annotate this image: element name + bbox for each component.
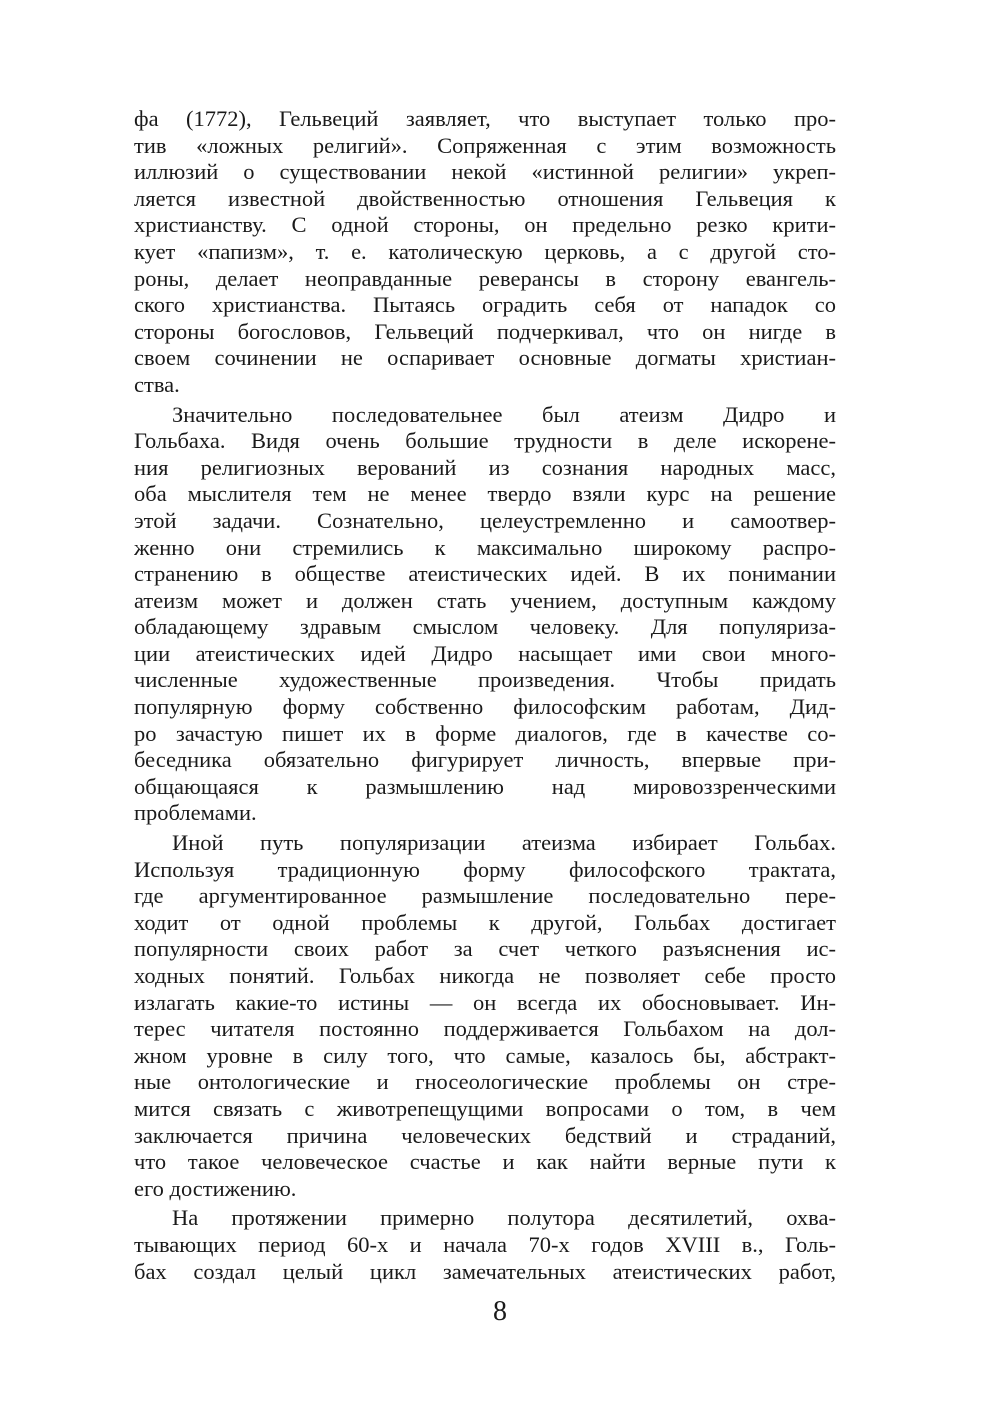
text-line: ства. [134,371,180,397]
text-line: ляется известной двойственностью отношения Гельвеция к [134,185,836,211]
text-line: Гольбаха. Видя очень большие трудности в деле искорене- [134,428,836,454]
text-line: ции атеистических идей Дидро насыщает ими свои много- [134,640,836,666]
text-line: иллюзий о существовании некой «истинной религии» укреп- [134,159,836,185]
text-line: фа (1772), Гельвеций заявляет, что выступает только про- [134,106,836,131]
text-line: что такое человеческое счастье и как найти верные пути к [134,1149,836,1175]
text-line: заключается причина человеческих бедствий и страданий, [134,1122,836,1148]
text-line: ходных понятий. Гольбах никогда не позволяет себе просто [134,963,836,988]
text-line: излагать какие-то истины — он всегда их обосновывает. Ин- [134,989,836,1015]
text-line: ные онтологические и гносеологические проблемы он стре- [134,1069,836,1095]
text-line: На протяжении примерно полутора десятилетий, охва- [172,1205,836,1231]
text-line: жном уровне в силу того, что самые, казалось бы, абстракт- [134,1042,836,1068]
paragraph-3 [134,830,836,1202]
text-line: беседника обязательно фигурирует личность, впервые при- [134,747,836,773]
text-line: христианству. С одной стороны, он предельно резко крити- [134,212,836,238]
text-line: атеизм может и должен стать учением, доступным каждому [134,587,836,613]
text-line: обладающему здравым смыслом человеку. Для популяриза- [134,614,836,640]
paragraph-4 [134,1205,836,1285]
paragraph-2 [134,402,836,828]
text-line: тив «ложных религий». Сопряженная с этим возможность [134,132,836,158]
text-line: ния религиозных верований из сознания народных масс, [134,454,836,480]
page-body [134,106,836,1285]
text-line: ро зачастую пишет их в форме диалогов, где в качестве со- [134,720,836,746]
text-line: оба мыслителя тем не менее твердо взяли курс на решение [134,481,836,507]
text-line: кует «папизм», т. е. католическую церковь, а с другой сто- [134,238,836,264]
text-line: популярности своих работ за счет четкого разъяснения ис- [134,936,836,962]
text-line: роны, делает неоправданные реверансы в сторону евангель- [134,265,836,291]
paragraph-1 [134,106,836,399]
text-line: ского христианства. Пытаясь оградить себя от нападок со [134,292,836,318]
text-line: Используя традиционную форму философского трактата, [134,856,836,882]
text-line: женно они стремились к максимально широкому распро- [134,534,836,560]
text-line: тывающих период 60-х и начала 70-х годов XVIII в., Голь- [134,1231,836,1257]
text-line: популярную форму собственно философским работам, Дид- [134,694,836,720]
text-line: терес читателя постоянно поддерживается Гольбахом на дол- [134,1016,836,1042]
text-line: Значительно последовательнее был атеизм Дидро и [172,401,836,427]
text-line: Иной путь популяризации атеизма избирает Гольбах. [172,830,836,856]
text-line: стороны богословов, Гельвеций подчеркивал, что он нигде в [134,318,836,344]
text-line: мится связать с животрепещущими вопросами о том, в чем [134,1095,836,1121]
page-number: 8 [493,1296,507,1327]
text-line: проблемами. [134,800,257,826]
text-line: ходит от одной проблемы к другой, Гольбах достигает [134,909,836,935]
text-line: своем сочинении не оспаривает основные догматы христиан- [134,345,836,371]
text-line: общающаяся к размышлению над мировоззренческими [134,773,836,799]
text-line: где аргументированное размышление последовательно пере- [134,883,836,909]
text-line: этой задачи. Сознательно, целеустремленно и самоотвер- [134,507,836,533]
text-line: бах создал целый цикл замечательных атеистических работ, [134,1258,836,1284]
text-line: его достижению. [134,1175,297,1201]
text-line: численные художественные произведения. Чтобы придать [134,667,836,693]
text-line: странению в обществе атеистических идей. В их понимании [134,561,836,587]
